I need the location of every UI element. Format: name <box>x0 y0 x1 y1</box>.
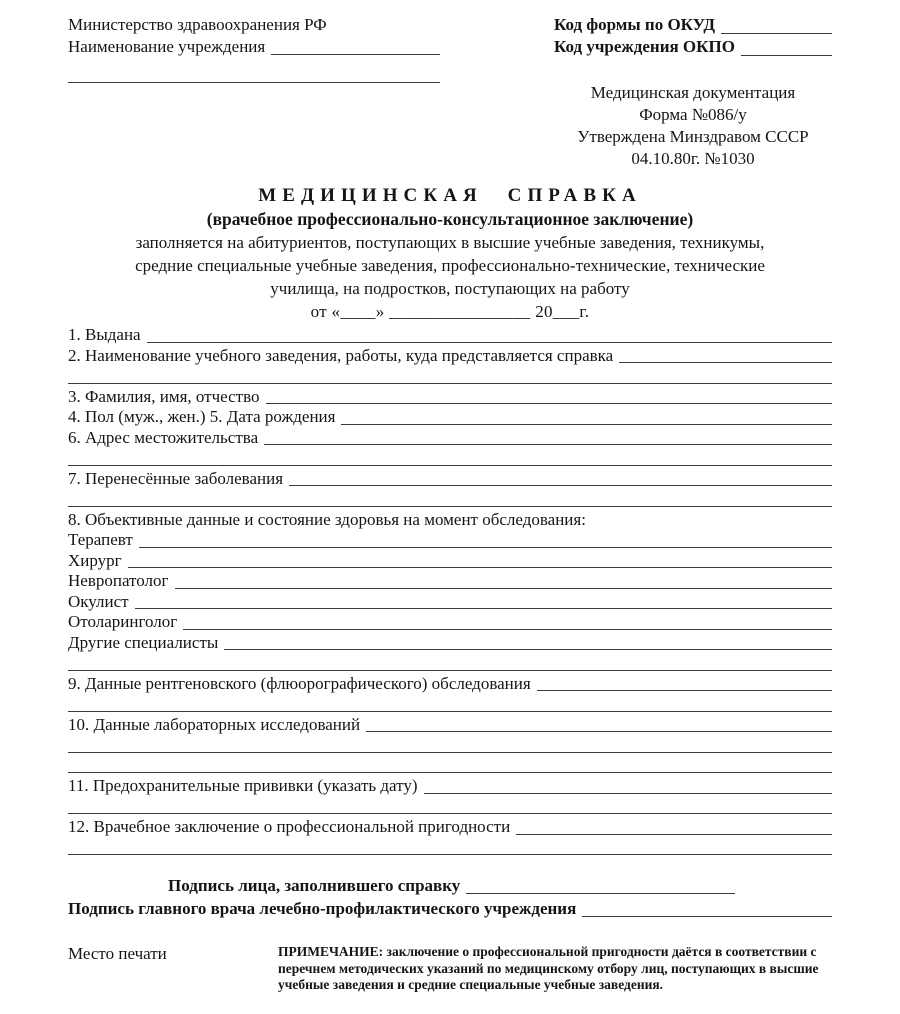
field-label: 2. Наименование учебного заведения, работы, куда представляется справка <box>68 345 614 365</box>
stamp-place-label: Место печати <box>68 944 167 963</box>
field-label: Отоларинголог <box>68 612 178 631</box>
continuation-line-row <box>68 838 832 859</box>
field-write-line <box>139 530 832 548</box>
field-write-line <box>516 817 832 835</box>
form-field-row <box>68 674 832 695</box>
continuation-line-row <box>68 735 832 756</box>
chief-doctor-signature-row <box>68 897 832 920</box>
field-write-line <box>68 448 832 466</box>
field-label: Другие специалисты <box>68 632 219 652</box>
filler-signature-row <box>168 874 735 897</box>
field-write-line <box>128 551 832 569</box>
form-description-line-1: заполняется на абитуриентов, поступающих в высшие учебные заведения, техникумы, <box>135 233 765 252</box>
note-text: ПРИМЕЧАНИЕ: заключение о профессиональной пригодности даётся в соответствии с перечнем методических указаний по медицинскому отбору лиц, поступающих в высшие учебные заведения и средние специальные учебные заведения. <box>278 944 819 992</box>
field-write-line <box>619 346 832 364</box>
form-field-row <box>68 407 832 428</box>
institution-name-continuation-line <box>68 58 440 83</box>
form-field-row <box>68 346 832 367</box>
form-field-row <box>68 633 832 654</box>
field-label: 9. Данные рентгеновского (флюорографического) обследования <box>68 673 531 693</box>
field-label: 11. Предохранительные прививки (указать дату) <box>68 776 418 795</box>
continuation-line-row <box>68 448 832 469</box>
field-write-line <box>424 776 833 794</box>
form-header <box>68 14 832 170</box>
field-write-line <box>537 674 832 692</box>
document-stamp-block <box>554 82 832 170</box>
field-write-line <box>68 797 832 815</box>
form-field-row <box>68 325 832 346</box>
filler-signature-label: Подпись лица, заполнившего справку <box>168 876 461 895</box>
field-write-line <box>341 407 832 425</box>
form-field-row <box>68 776 832 797</box>
institution-name-row <box>68 36 440 58</box>
doc-stamp-line-3: Утверждена Минздравом СССР <box>577 127 809 146</box>
field-write-line <box>68 838 832 856</box>
field-label: 8. Объективные данные и состояние здоровья на момент обследования: <box>68 509 586 529</box>
issue-date-line: от «____» ________________ 20___г. <box>310 302 590 321</box>
field-write-line <box>224 633 832 651</box>
chief-doctor-signature-write-line <box>582 897 832 917</box>
doc-stamp-line-1: Медицинская документация <box>590 83 796 102</box>
form-field-row <box>68 715 832 736</box>
form-field-row <box>68 571 832 592</box>
field-label: Терапевт <box>68 530 133 549</box>
field-label: 7. Перенесённые заболевания <box>68 468 284 488</box>
ministry-line: Министерство здравоохранения РФ <box>68 15 327 34</box>
okud-code-row <box>554 14 832 36</box>
institution-name-label: Наименование учреждения <box>68 37 266 56</box>
okud-code-label: Код формы по ОКУД <box>554 15 716 34</box>
field-label: 3. Фамилия, имя, отчество <box>68 386 260 406</box>
form-field-row <box>68 551 832 572</box>
okud-code-write-line <box>721 14 832 34</box>
form-field-row <box>68 530 832 551</box>
field-write-line <box>266 387 832 405</box>
okpo-code-row <box>554 36 832 58</box>
continuation-line-row <box>68 756 832 777</box>
form-field-row <box>68 387 832 408</box>
field-label: 6. Адрес местожительства <box>68 427 259 447</box>
form-field-row <box>68 612 832 633</box>
field-write-line <box>175 571 833 589</box>
field-label: 12. Врачебное заключение о профессиональной пригодности <box>68 817 511 836</box>
form-description-line-3: училища, на подростков, поступающих на работу <box>270 279 630 298</box>
doc-stamp-line-4: 04.10.80г. №1030 <box>631 149 755 168</box>
field-label: Невропатолог <box>68 571 169 590</box>
form-subtitle: (врачебное профессионально-консультационное заключение) <box>206 209 694 229</box>
field-write-line <box>68 489 832 507</box>
chief-doctor-signature-label: Подпись главного врача лечебно-профилактического учреждения <box>68 899 577 918</box>
continuation-line-row <box>68 694 832 715</box>
field-write-line <box>68 735 832 753</box>
form-description-line-2: средние специальные учебные заведения, профессионально-технические, технические <box>135 256 765 275</box>
field-label: 4. Пол (муж., жен.) 5. Дата рождения <box>68 407 336 426</box>
form-field-row <box>68 428 832 449</box>
form-field-row <box>68 469 832 490</box>
field-label: Окулист <box>68 591 129 611</box>
filler-signature-write-line <box>466 874 735 894</box>
field-label: Хирург <box>68 550 122 570</box>
field-write-line <box>68 366 832 384</box>
field-write-line <box>68 653 832 671</box>
form-footer <box>68 944 832 994</box>
doc-stamp-line-2: Форма №086/у <box>639 105 747 124</box>
field-write-line <box>147 325 832 343</box>
form-field-row <box>68 817 832 838</box>
header-left-block <box>68 14 440 83</box>
field-write-line <box>183 612 832 630</box>
field-write-line <box>264 428 832 446</box>
form-field-row <box>68 510 832 531</box>
header-right-block <box>554 14 832 170</box>
field-write-line <box>68 756 832 774</box>
continuation-line-row <box>68 797 832 818</box>
continuation-line-row <box>68 489 832 510</box>
field-write-line <box>68 694 832 712</box>
form-field-row <box>68 592 832 613</box>
field-label: 1. Выдана <box>68 325 141 344</box>
okpo-code-label: Код учреждения ОКПО <box>554 37 735 56</box>
form-title: МЕДИЦИНСКАЯ СПРАВКА <box>258 185 642 206</box>
form-fields-section <box>68 325 832 858</box>
field-write-line <box>135 592 832 610</box>
field-label: 10. Данные лабораторных исследований <box>68 714 361 734</box>
continuation-line-row <box>68 366 832 387</box>
okpo-code-write-line <box>741 36 832 56</box>
field-write-line <box>366 715 832 733</box>
field-write-line <box>289 469 832 487</box>
institution-name-write-line <box>271 36 440 55</box>
continuation-line-row <box>68 653 832 674</box>
